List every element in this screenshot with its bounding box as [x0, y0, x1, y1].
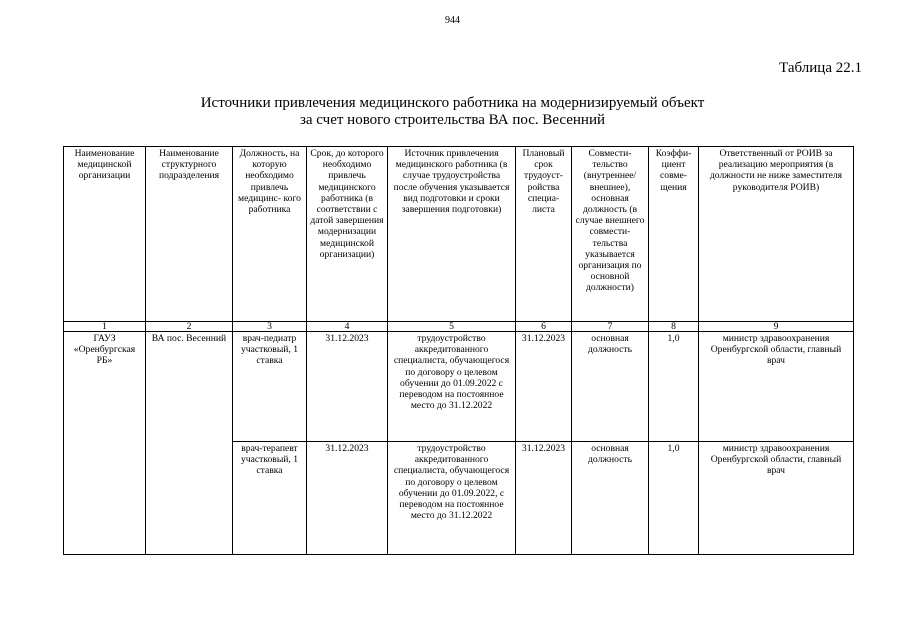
header-row	[64, 147, 854, 322]
col-header-unit: Наименование структурного подразделения	[146, 147, 233, 322]
cell-source: трудоустройство аккредитованного специалиста, обучающегося по договору о целевом обучении до 01.09.2022, с переводом на постоянное место до 31.12.2022	[388, 442, 516, 555]
col-header-position: Должность, на которую необходимо привлечь медицинс- кого работника	[233, 147, 307, 322]
cell-combination: основная должность	[572, 332, 649, 442]
document-title	[0, 95, 905, 129]
title-line-2: за счет нового строительства ВА пос. Весенний	[299, 112, 606, 128]
cell-org: ГАУЗ «Оренбургская РБ»	[64, 332, 146, 555]
cell-combination: основная должность	[572, 442, 649, 555]
title-line-1: Источники привлечения медицинского работника на модернизируемый объект	[200, 95, 705, 111]
col-number: 1	[64, 322, 146, 332]
table-label: Таблица 22.1	[779, 60, 862, 76]
col-number: 5	[388, 322, 516, 332]
column-number-row	[64, 322, 854, 332]
cell-deadline: 31.12.2023	[307, 442, 388, 555]
col-header-combination: Совмести- тельство (внутреннее/ внешнее), основная должность (в случае внешнего совмести- тельства указывается организация по основной должности)	[572, 147, 649, 322]
col-number: 2	[146, 322, 233, 332]
col-number: 9	[699, 322, 854, 332]
cell-responsible: министр здравоохранения Оренбургской области, главный врач	[699, 442, 854, 555]
cell-coef: 1,0	[649, 442, 699, 555]
col-header-org: Наименование медицинской организации	[64, 147, 146, 322]
cell-deadline: 31.12.2023	[307, 332, 388, 442]
col-number: 4	[307, 322, 388, 332]
cell-coef: 1,0	[649, 332, 699, 442]
col-number: 6	[516, 322, 572, 332]
cell-planned: 31.12.2023	[516, 442, 572, 555]
col-header-source: Источник привлечения медицинского работника (в случае трудоустройства после обучения указывается вид подготовки и сроки завершения подготовки)	[388, 147, 516, 322]
table-row	[64, 332, 854, 442]
cell-source: трудоустройство аккредитованного специалиста, обучающегося по договору о целевом обучении до 01.09.2022 с переводом на постоянное место до 31.12.2022	[388, 332, 516, 442]
cell-responsible: министр здравоохранения Оренбургской области, главный врач	[699, 332, 854, 442]
col-number: 7	[572, 322, 649, 332]
staffing-table	[63, 146, 854, 555]
col-number: 8	[649, 322, 699, 332]
page-number: 944	[445, 15, 460, 26]
col-header-deadline: Срок, до которого необходимо привлечь медицинского работника (в соответствии с датой завершения модернизации медицинской организации)	[307, 147, 388, 322]
col-header-responsible: Ответственный от РОИВ за реализацию мероприятия (в должности не ниже заместителя руководителя РОИВ)	[699, 147, 854, 322]
cell-position: врач-терапевт участковый, 1 ставка	[233, 442, 307, 555]
col-header-planned: Плановый срок трудоуст- ройства специа- листа	[516, 147, 572, 322]
col-number: 3	[233, 322, 307, 332]
col-header-coef: Коэффи- циент совме- щения	[649, 147, 699, 322]
cell-position: врач-педиатр участковый, 1 ставка	[233, 332, 307, 442]
cell-planned: 31.12.2023	[516, 332, 572, 442]
cell-unit: ВА пос. Весенний	[146, 332, 233, 555]
